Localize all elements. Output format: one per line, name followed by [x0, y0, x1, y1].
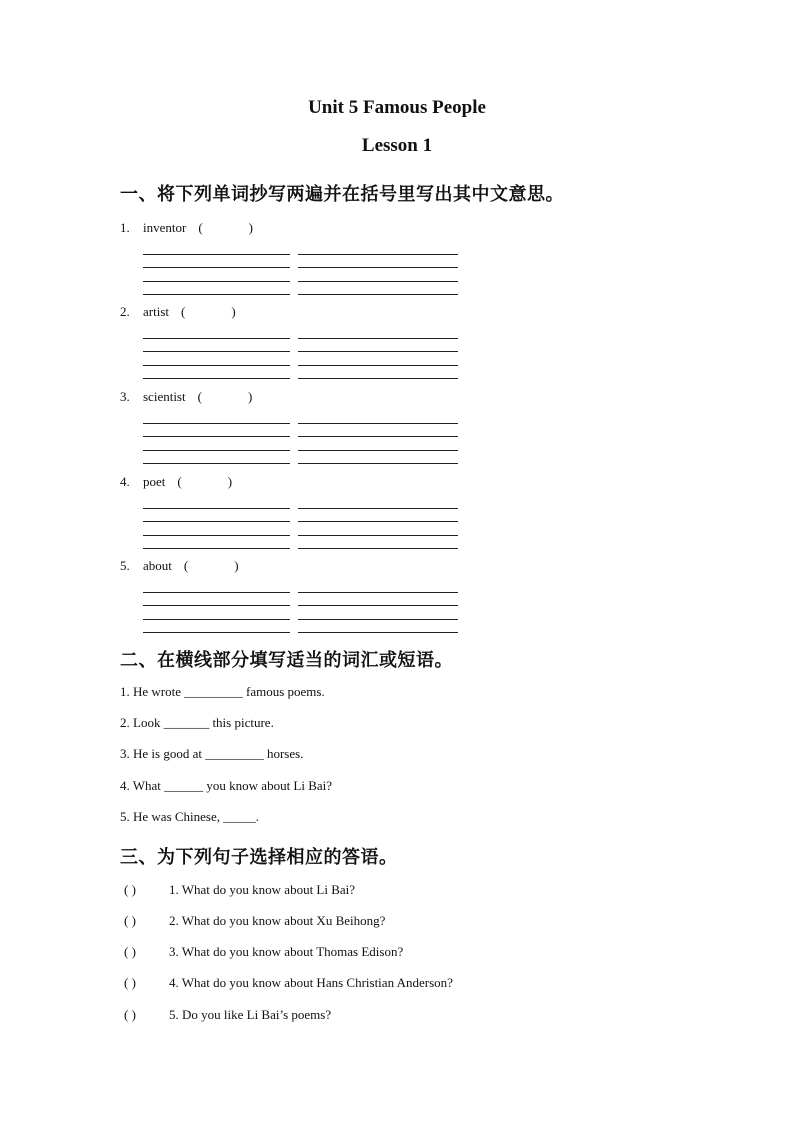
fill-blank-sentence-4[interactable]: 4. What ______ you know about Li Bai? — [120, 778, 333, 793]
vocab-word: artist — [143, 304, 169, 319]
vocab-word: inventor — [143, 220, 187, 235]
word-item-about — [120, 558, 239, 574]
paren-close: ) — [227, 474, 233, 489]
question-text: 5. Do you like Li Bai’s poems? — [169, 1007, 332, 1022]
item-number: 5. — [120, 558, 130, 573]
copy-lines-2[interactable] — [143, 325, 463, 379]
vocab-word: poet — [143, 474, 166, 489]
vocab-word: about — [143, 558, 172, 573]
paren-open: ( — [197, 389, 202, 404]
item-number: 2. — [120, 304, 130, 319]
fill-blank-sentence-2[interactable]: 2. Look _______ this picture. — [120, 715, 274, 730]
answer-bracket[interactable]: ( ) — [124, 1007, 136, 1022]
paren-close: ) — [234, 558, 239, 573]
copy-lines-3[interactable] — [143, 410, 463, 464]
word-item-poet — [120, 474, 232, 490]
fill-blank-sentence-5[interactable]: 5. He was Chinese, _____. — [120, 809, 260, 824]
paren-open: ( — [183, 558, 189, 573]
fill-blank-sentence-3[interactable]: 3. He is good at _________ horses. — [120, 746, 304, 761]
word-item-scientist — [120, 389, 252, 405]
copy-lines-1[interactable] — [143, 241, 463, 295]
word-item-inventor — [120, 220, 253, 236]
paren-close: ) — [248, 220, 254, 235]
item-number: 3. — [120, 389, 130, 404]
paren-open: ( — [177, 474, 182, 489]
paren-open: ( — [181, 304, 186, 319]
question-text: 2. What do you know about Xu Beihong? — [169, 913, 386, 928]
word-item-artist — [120, 304, 236, 320]
copy-lines-5[interactable] — [143, 579, 463, 633]
choice-question-3 — [124, 944, 403, 960]
question-text: 1. What do you know about Li Bai? — [169, 882, 356, 897]
item-number: 1. — [120, 220, 130, 235]
vocab-word: scientist — [143, 389, 186, 404]
question-text: 4. What do you know about Hans Christian Anderson? — [169, 975, 453, 990]
choice-question-1 — [124, 882, 355, 898]
fill-blank-sentence-1[interactable]: 1. He wrote _________ famous poems. — [120, 684, 325, 699]
answer-bracket[interactable]: ( ) — [124, 975, 136, 990]
answer-bracket[interactable]: ( ) — [124, 882, 136, 897]
copy-lines-4[interactable] — [143, 495, 463, 549]
choice-question-5 — [124, 1007, 331, 1023]
item-number: 4. — [120, 474, 130, 489]
choice-question-2 — [124, 913, 385, 929]
lesson-subtitle: Lesson 1 — [361, 135, 433, 156]
section-3-heading: 三、为下列句子选择相应的答语。 — [120, 847, 398, 868]
choice-question-4 — [124, 975, 453, 991]
section-1-heading: 一、将下列单词抄写两遍并在括号里写出其中文意思。 — [120, 184, 564, 205]
answer-bracket[interactable]: ( ) — [124, 913, 136, 928]
paren-close: ) — [231, 304, 236, 319]
question-text: 3. What do you know about Thomas Edison? — [169, 944, 404, 959]
paren-open: ( — [198, 220, 203, 235]
paren-close: ) — [247, 389, 253, 404]
page-title: Unit 5 Famous People — [308, 97, 486, 118]
answer-bracket[interactable]: ( ) — [124, 944, 136, 959]
section-2-heading: 二、在横线部分填写适当的词汇或短语。 — [120, 650, 453, 671]
